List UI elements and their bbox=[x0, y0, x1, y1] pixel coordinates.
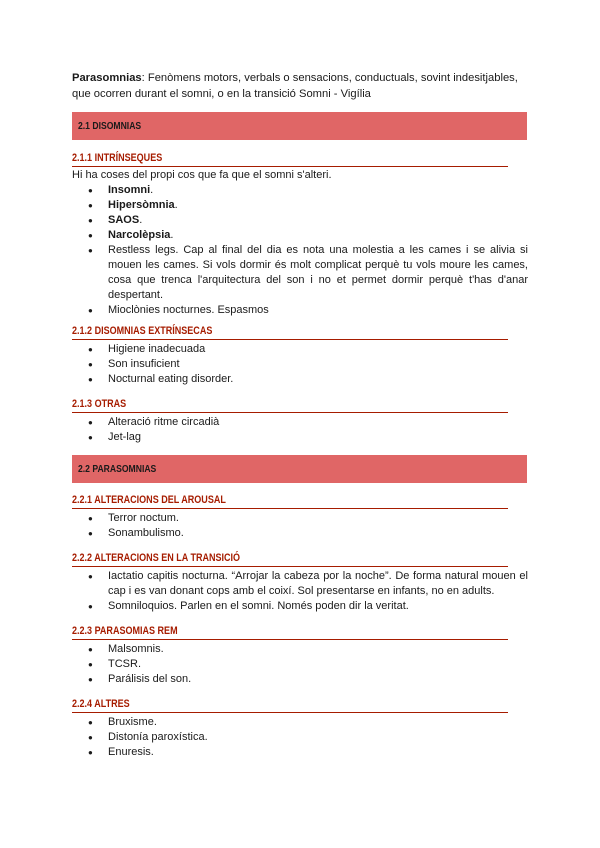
list-item: ● Terror noctum. bbox=[72, 511, 528, 526]
list-item: ● Parálisis del son. bbox=[72, 672, 528, 687]
intrinseques-list bbox=[72, 183, 528, 318]
arousal-list bbox=[72, 511, 528, 541]
section-title: 2.1 DISOMNIAS bbox=[78, 120, 142, 132]
subsection-title: 2.1.3 OTRAS bbox=[72, 398, 127, 410]
subsection-heading-intrinseques bbox=[72, 152, 508, 167]
subsection-heading-extrinsecas bbox=[72, 325, 508, 340]
list-item: ● Enuresis. bbox=[72, 745, 528, 760]
list-item: ● Higiene inadecuada bbox=[72, 342, 528, 357]
altres-list bbox=[72, 715, 528, 760]
intro-term: Parasomnias bbox=[72, 72, 142, 84]
subsection-heading-transicio bbox=[72, 552, 508, 567]
transicio-list bbox=[72, 569, 528, 614]
subsection-title: 2.2.4 ALTRES bbox=[72, 698, 130, 710]
subsection-paragraph: Hi ha coses del propi cos que fa que el somni s'alteri. bbox=[72, 169, 332, 181]
section-band-disomnias bbox=[72, 112, 527, 140]
list-item: ● SAOS. bbox=[72, 213, 528, 228]
intro-text: : Fenòmens motors, verbals o sensacions, conductuals, sovint indesitjables, que ocorren durant el somni, o en la transició Somni - Vigília bbox=[72, 72, 518, 100]
list-item: ● Malsomnis. bbox=[72, 642, 528, 657]
subsection-title: 2.2.1 ALTERACIONS DEL AROUSAL bbox=[72, 494, 226, 506]
list-item: ● Mioclònies nocturnes. Espasmos bbox=[72, 303, 528, 318]
subsection-title: 2.1.1 INTRÍNSEQUES bbox=[72, 152, 163, 164]
subsection-heading-altres bbox=[72, 698, 508, 713]
list-item: ● TCSR. bbox=[72, 657, 528, 672]
list-item: ● Restless legs. Cap al final del dia es nota una molestia a les cames i se alivia si mouen les cames. Si vols dormir és molt complicat perquè tu vols moure les cames, cosa que trenca l'arquitectura del son i no et permet dormir perquè t'has d'anar despertant. bbox=[72, 243, 528, 303]
rem-list bbox=[72, 642, 528, 687]
list-item: ● Sonambulismo. bbox=[72, 526, 528, 541]
list-item: ● Alteració ritme circadià bbox=[72, 415, 528, 430]
list-item: ● Son insuficient bbox=[72, 357, 528, 372]
list-item: ● Hipersòmnia. bbox=[72, 198, 528, 213]
intro-paragraph bbox=[72, 70, 528, 102]
subsection-heading-arousal bbox=[72, 494, 508, 509]
subsection-title: 2.1.2 DISOMNIAS EXTRÍNSECAS bbox=[72, 325, 213, 337]
subsection-heading-rem bbox=[72, 625, 508, 640]
list-item: ● Somniloquios. Parlen en el somni. Només poden dir la veritat. bbox=[72, 599, 528, 614]
list-item: ● Nocturnal eating disorder. bbox=[72, 372, 528, 387]
subsection-title: 2.2.2 ALTERACIONS EN LA TRANSICIÓ bbox=[72, 552, 241, 564]
section-title: 2.2 PARASOMNIAS bbox=[78, 463, 157, 475]
list-item: ● Jet-lag bbox=[72, 430, 528, 445]
extrinsecas-list bbox=[72, 342, 528, 387]
list-item: ● Iactatio capitis nocturna. “Arrojar la cabeza por la noche”. De forma natural mouen el cap i es van donant cops amb el coixí. Sol presentarse en infants, no en adults. bbox=[72, 569, 528, 599]
list-item: ● Insomni. bbox=[72, 183, 528, 198]
subsection-title: 2.2.3 PARASOMIAS REM bbox=[72, 625, 178, 637]
otras-list bbox=[72, 415, 528, 445]
subsection-heading-otras bbox=[72, 398, 508, 413]
list-item: ● Bruxisme. bbox=[72, 715, 528, 730]
list-item: ● Distonía paroxística. bbox=[72, 730, 528, 745]
section-band-parasomnias bbox=[72, 455, 527, 483]
list-item: ● Narcolèpsia. bbox=[72, 228, 528, 243]
